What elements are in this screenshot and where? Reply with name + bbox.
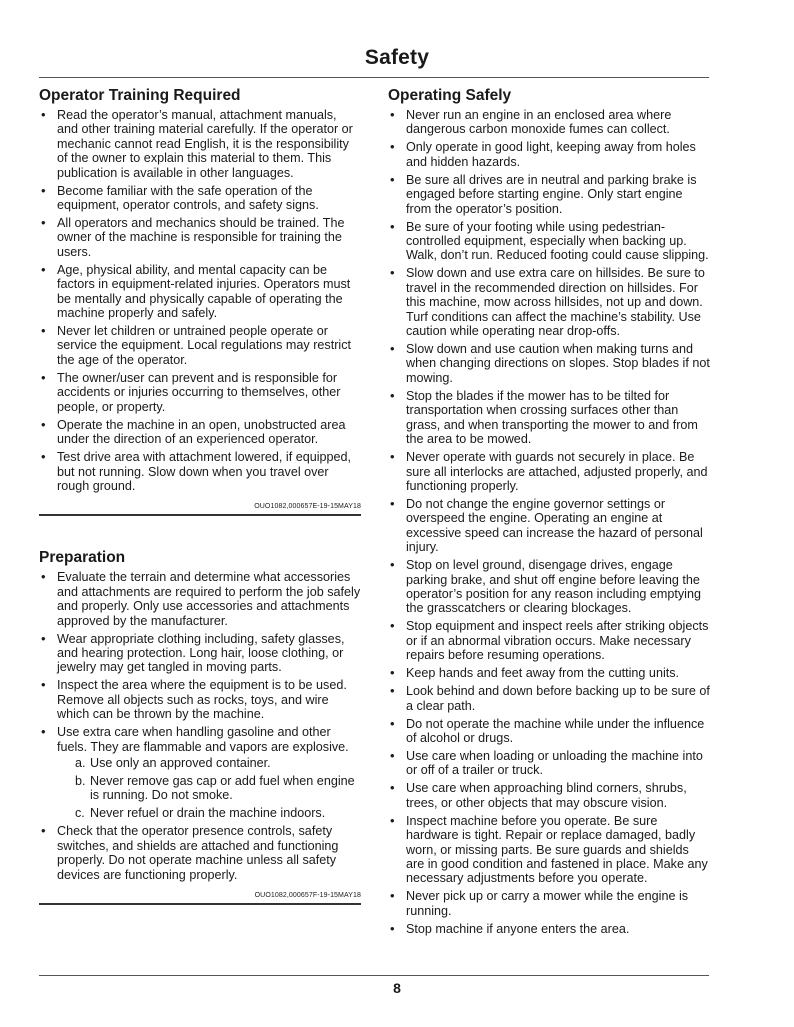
list-item: • Check that the operator presence controls, safety switches, and shields are attached and functioning properly. Do not operate machine unless all safety devices are functioning properly. [39, 824, 361, 882]
list-item: • Inspect machine before you operate. Be sure hardware is tight. Repair or replace damaged, badly worn, or missing parts. Be sure guards and shields are in good condition and fastened in place. Make any necessary adjustments before you operate. [388, 814, 710, 886]
list-item: • Slow down and use caution when making turns and when changing directions on slopes. Stop blades if not mowing. [388, 342, 710, 385]
list-item: • Read the operator’s manual, attachment manuals, and other training material carefully. If the operator or mechanic cannot read English, it is the responsibility of the owner to explain this material to them. This publication is available in other languages. [39, 108, 361, 180]
list-item: • Be sure all drives are in neutral and parking brake is engaged before starting engine. Only start engine from the operator’s position. [388, 173, 710, 216]
list-item: • Wear appropriate clothing including, safety glasses, and hearing protection. Long hair, loose clothing, or jewelry may get tangled in moving parts. [39, 632, 361, 675]
preparation-section [39, 548, 361, 905]
fuel-sublist [57, 756, 361, 821]
list-item: • Stop equipment and inspect reels after striking objects or if an abnormal vibration occurs. Make necessary repairs before resuming operations. [388, 619, 710, 662]
sub-list-marker: a. [75, 755, 86, 770]
list-item: • Stop on level ground, disengage drives, engage parking brake, and shut off engine before leaving the operator’s position for any reason including emptying the grasscatchers or clearing blockages. [388, 558, 710, 616]
sub-list-item [57, 774, 361, 803]
sub-list-text: Never refuel or drain the machine indoors. [90, 806, 326, 821]
sub-list-text: Never remove gas cap or add fuel when engine is running. Do not smoke. [90, 773, 355, 803]
reference-code: OUO1082,000657F-19-15MAY18 [254, 892, 361, 899]
section-heading-operating-safely: Operating Safely [388, 87, 512, 104]
list-item: • Do not operate the machine while under the influence of alcohol or drugs. [388, 717, 710, 746]
section-heading-operator-training: Operator Training Required [39, 87, 241, 104]
sub-list-item [57, 806, 361, 820]
list-item-text: Use extra care when handling gasoline and other fuels. They are flammable and vapors are explosive. [57, 725, 349, 754]
list-item: • All operators and mechanics should be trained. The owner of the machine is responsible for training the users. [39, 216, 361, 259]
list-item: • Use care when approaching blind corners, shrubs, trees, or other objects that may obscure vision. [388, 781, 710, 810]
list-item: • Stop machine if anyone enters the area. [388, 922, 710, 936]
sub-list-marker: b. [75, 773, 86, 788]
list-item: • Never let children or untrained people operate or service the equipment. Local regulations may restrict the age of the operator. [39, 324, 361, 367]
list-item: • Test drive area with attachment lowered, if equipped, but not running. Slow down when you travel over rough ground. [39, 450, 361, 493]
footer-divider [39, 975, 709, 976]
section-gap [39, 516, 361, 548]
list-item: • Age, physical ability, and mental capacity can be factors in equipment-related injuries. Operators must be mentally and physically capable of operating the machine properly and safely. [39, 263, 361, 321]
operating-safely-section [388, 86, 710, 936]
sub-list-text: Use only an approved container. [90, 755, 271, 770]
list-item: • Use care when loading or unloading the machine into or off of a trailer or truck. [388, 749, 710, 778]
list-item: • Never operate with guards not securely in place. Be sure all interlocks are attached, adjusted properly, and functioning properly. [388, 450, 710, 493]
list-item: • Look behind and down before backing up to be sure of a clear path. [388, 684, 710, 713]
list-item: • Evaluate the terrain and determine what accessories and attachments are required to perform the job safely and properly. Only use accessories and attachments approved by the manufacturer. [39, 570, 361, 628]
list-item: • Become familiar with the safe operation of the equipment, operator controls, and safety signs. [39, 184, 361, 213]
list-item: • Never pick up or carry a mower while the engine is running. [388, 889, 710, 918]
reference-code: OUO1082,000657E-19-15MAY18 [254, 503, 361, 511]
sub-list-item [57, 756, 361, 770]
list-item-fuel [39, 725, 361, 821]
list-item: • Be sure of your footing while using pedestrian-controlled equipment, especially when backing up. Walk, don’t run. Reduced footing could cause slipping. [388, 220, 710, 263]
sub-list-marker: c. [75, 806, 85, 821]
operator-training-section [39, 86, 361, 516]
list-item: • Slow down and use extra care on hillsides. Be sure to travel in the recommended direction on hillsides. For this machine, mow across hillsides, not up and down. Turf conditions can affect the machine’s stability. Use caution while operating near drop-offs. [388, 266, 710, 338]
list-item: • Never run an engine in an enclosed area where dangerous carbon monoxide fumes can collect. [388, 108, 710, 137]
header-divider [39, 77, 709, 78]
list-item: • Do not change the engine governor settings or overspeed the engine. Operating an engine at excessive speed can increase the hazard of personal injury. [388, 497, 710, 555]
section-divider [39, 903, 361, 905]
preparation-list [39, 570, 361, 882]
list-item: • Operate the machine in an open, unobstructed area under the direction of an experienced operator. [39, 418, 361, 447]
list-item: • Keep hands and feet away from the cutting units. [388, 666, 710, 680]
operator-training-list [39, 108, 361, 493]
list-item: • Stop the blades if the mower has to be tilted for transportation when crossing surfaces other than grass, and when transporting the mower to and from the area to be mowed. [388, 389, 710, 447]
list-item: • Inspect the area where the equipment is to be used. Remove all objects such as rocks, toys, and wire which can be thrown by the machine. [39, 678, 361, 721]
section-heading-preparation: Preparation [39, 549, 126, 567]
operating-safely-list [388, 108, 710, 936]
list-item: • Only operate in good light, keeping away from holes and hidden hazards. [388, 140, 710, 169]
right-column [388, 86, 710, 940]
page-number: 8 [393, 980, 401, 996]
left-column [39, 86, 361, 905]
list-item: • The owner/user can prevent and is responsible for accidents or injuries occurring to themselves, other people, or property. [39, 371, 361, 414]
page-title: Safety [364, 46, 430, 69]
